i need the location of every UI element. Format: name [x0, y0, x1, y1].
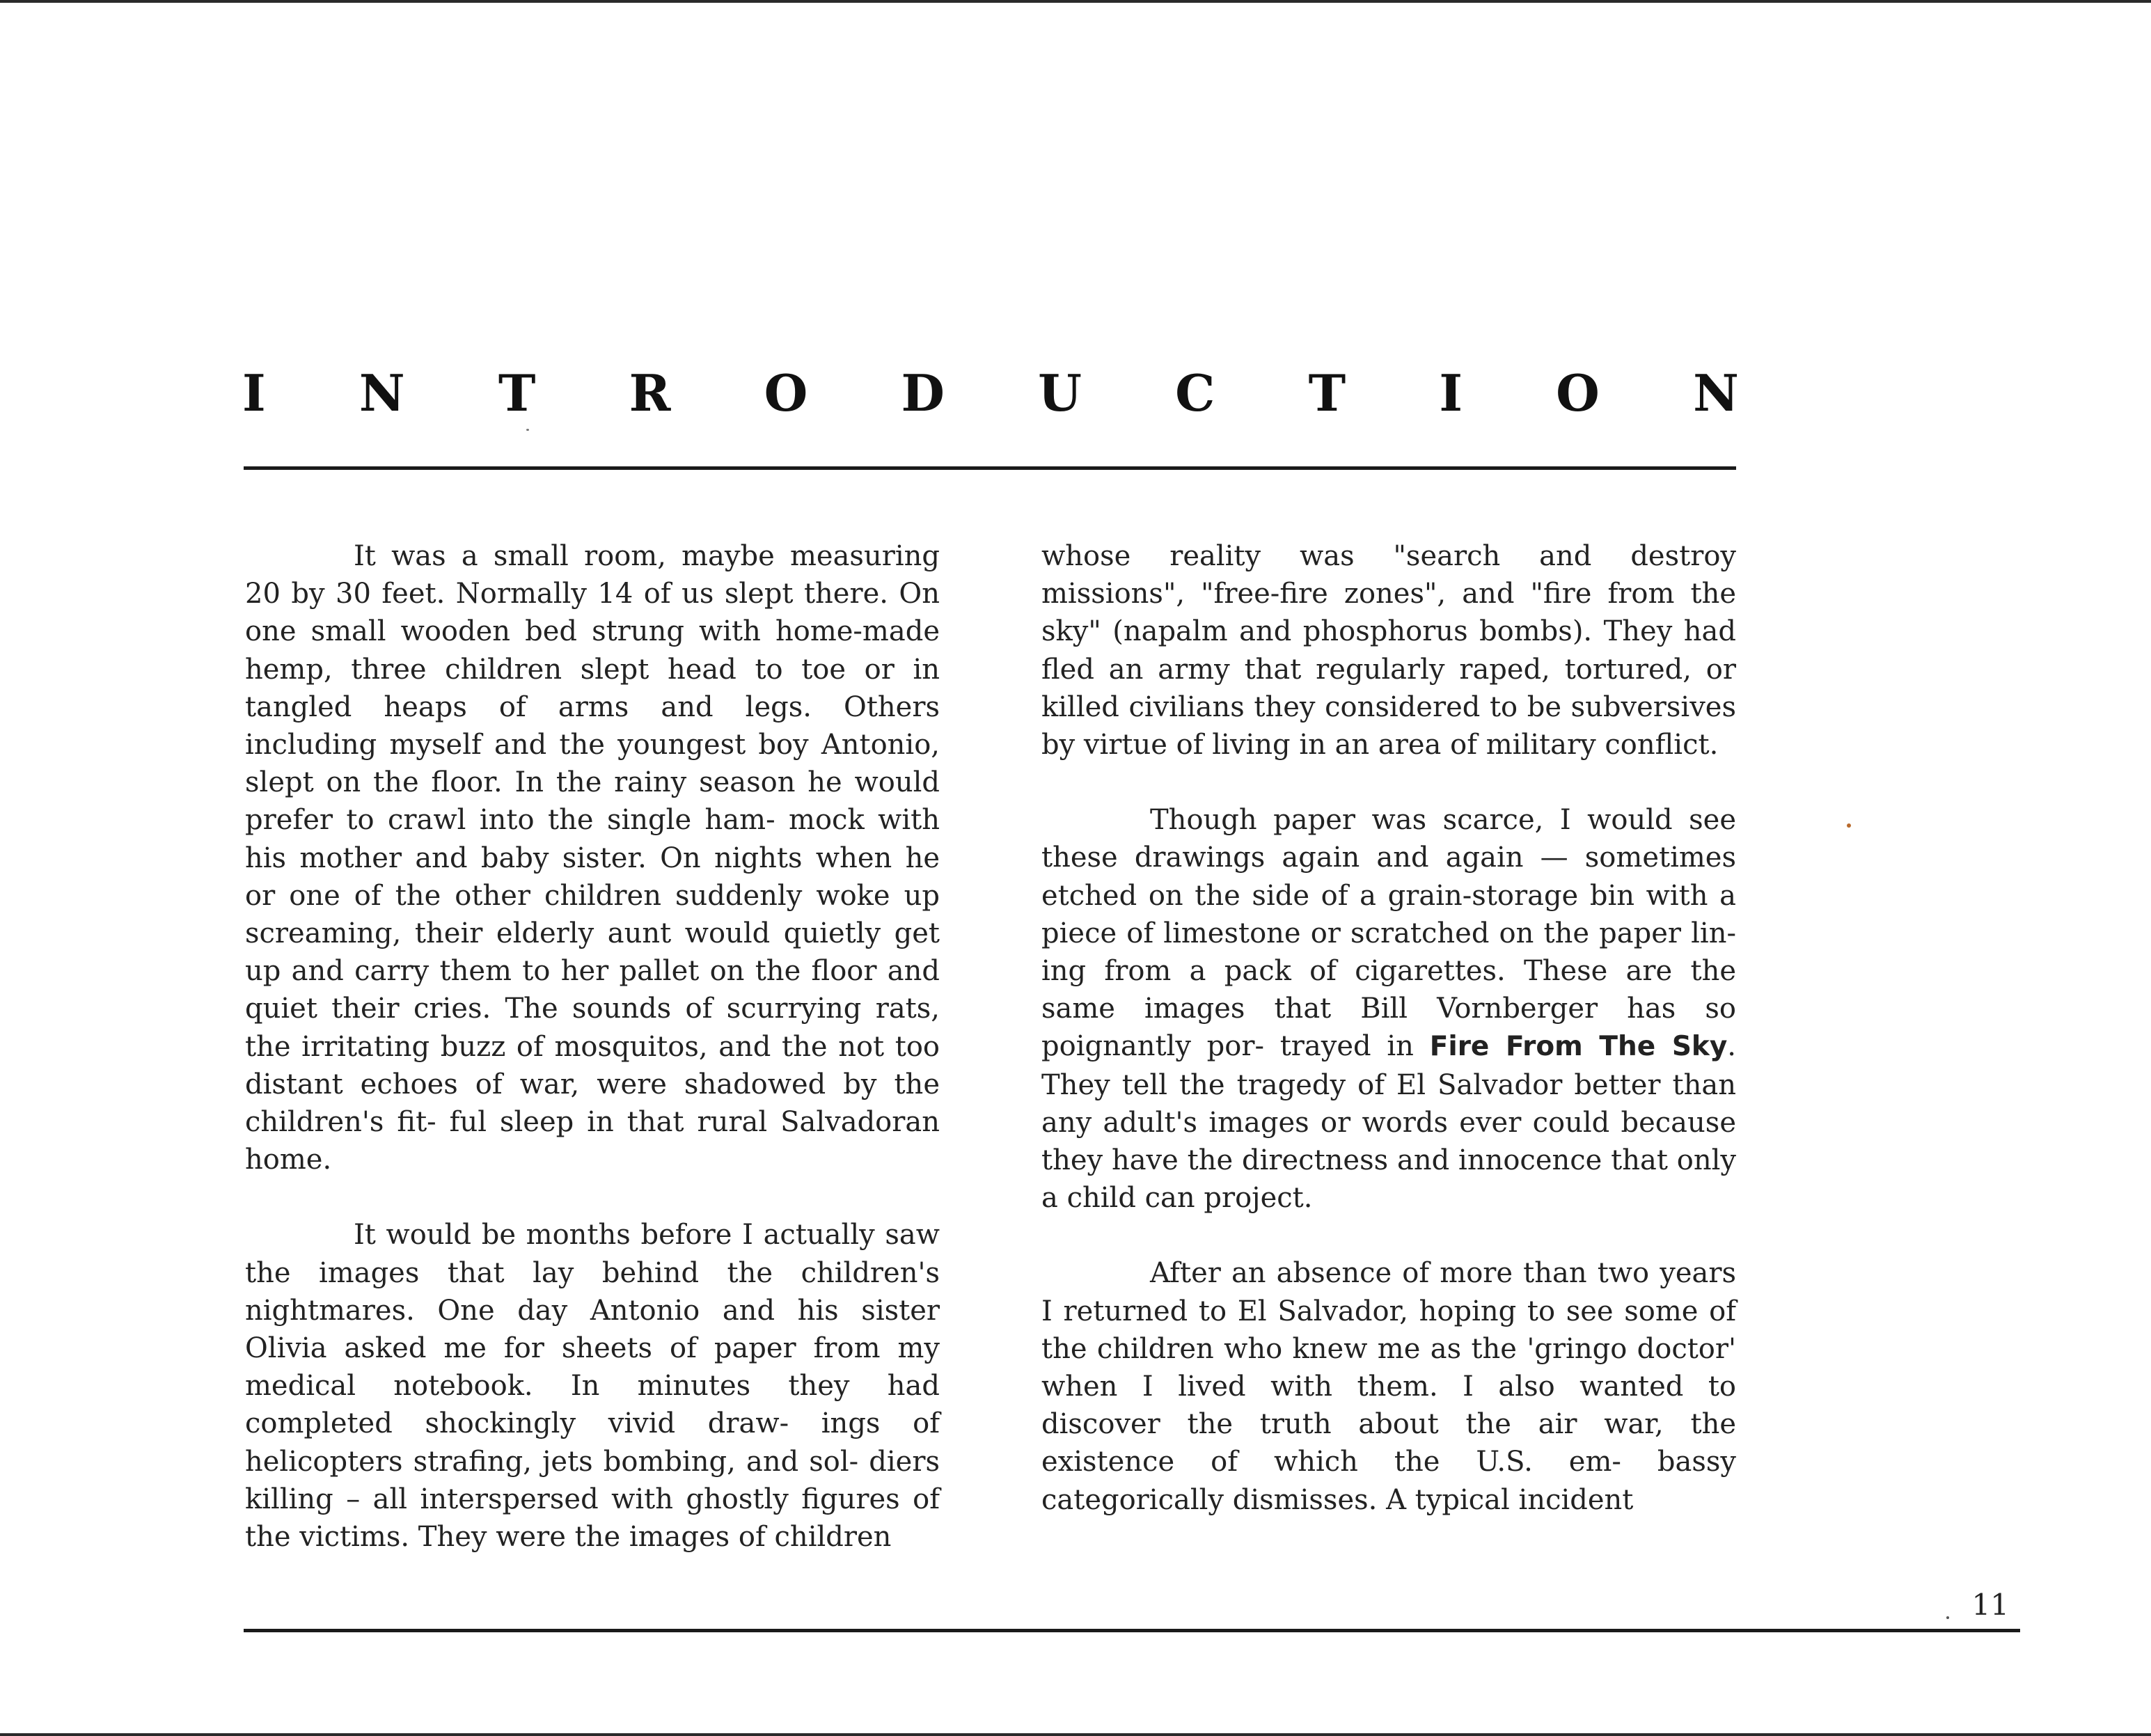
heading-letter: O [1556, 363, 1600, 423]
heading-letter: O [764, 363, 808, 423]
heading-letter: D [901, 363, 945, 423]
scan-edge-bottom [0, 1733, 2151, 1736]
body-paragraph: It would be months before I actually saw the images that lay behind the children's nightmares. One day Antonio and his sister Olivia asked me for sheets of paper from my medical notebook. In minutes they had completed shockingly vivid draw- ings of helicopters strafing, jets bombing, and sol- diers killing – all interspersed with ghostly figures of the victims. They were the images of children [245, 1219, 940, 1554]
scan-edge-top [0, 0, 2151, 3]
scan-speck [1946, 1616, 1949, 1619]
scan-speck [526, 429, 529, 431]
heading-letter: U [1038, 363, 1082, 423]
scan-speck [1847, 823, 1851, 828]
body-paragraph [1041, 801, 1736, 1217]
body-paragraph: After an absence of more than two years I returned to El Salvador, hoping to see some of the children who knew me as the 'gringo doctor' when I lived with them. I also wanted to discover the truth about the air war, the existence of which the U.S. em- bassy categorically dismisses. A typical incident [1041, 1257, 1736, 1516]
heading-letter: I [242, 363, 266, 423]
heading-letter: N [358, 363, 405, 423]
heading-letter: T [1308, 363, 1346, 423]
footer-rule [244, 1629, 2020, 1632]
heading-rule [244, 466, 1736, 470]
book-title: Fire From The Sky [1429, 1031, 1728, 1063]
heading-letter: R [629, 363, 671, 423]
body-paragraph: It was a small room, maybe measuring 20 by 30 feet. Normally 14 of us slept there. On one small wooden bed strung with home-made hemp, three children slept head to toe or in tangled heaps of arms and legs. Others including myself and the youngest boy Antonio, slept on the floor. In the rainy season he would prefer to crawl into the single ham- mock with his mother and baby sister. On nights when he or one of the other children suddenly woke up screaming, their elderly aunt would quietly get up and carry them to her pallet on the floor and quiet their cries. The sounds of scurrying rats, the irritating buzz of mosquitos, and the not too distant echoes of war, were shadowed by the children's fit- ful sleep in that rural Salvadoran home. [245, 540, 940, 1176]
chapter-heading [242, 362, 1739, 425]
paragraph-text: . They tell the tragedy of El Salvador better than any adult's images or words ever could because they have the directness and innocence that only a child can project. [1041, 1030, 1736, 1215]
page-number: 11 [1971, 1588, 2009, 1622]
body-paragraph: whose reality was "search and destroy missions", "free-fire zones", and "fire from the sky" (napalm and phosphorus bombs). They had fled an army that regularly raped, tortured, or killed civilians they considered to be subversives by virtue of living in an area of military conflict. [1041, 540, 1736, 762]
right-column [1041, 537, 1736, 1556]
paragraph-text: Though paper was scarce, I would see these drawings again and again — sometimes etched on the side of a grain-storage bin with a piece of limestone or scratched on the paper lin- ing from a pack of cigarettes. These are the same images that Bill Vornberger has so poignantly por- trayed in [1041, 804, 1736, 1063]
heading-letter: N [1693, 363, 1739, 423]
heading-letter: C [1175, 363, 1215, 423]
left-column [245, 537, 940, 1593]
heading-letter: T [498, 363, 536, 423]
heading-letter: I [1439, 363, 1463, 423]
